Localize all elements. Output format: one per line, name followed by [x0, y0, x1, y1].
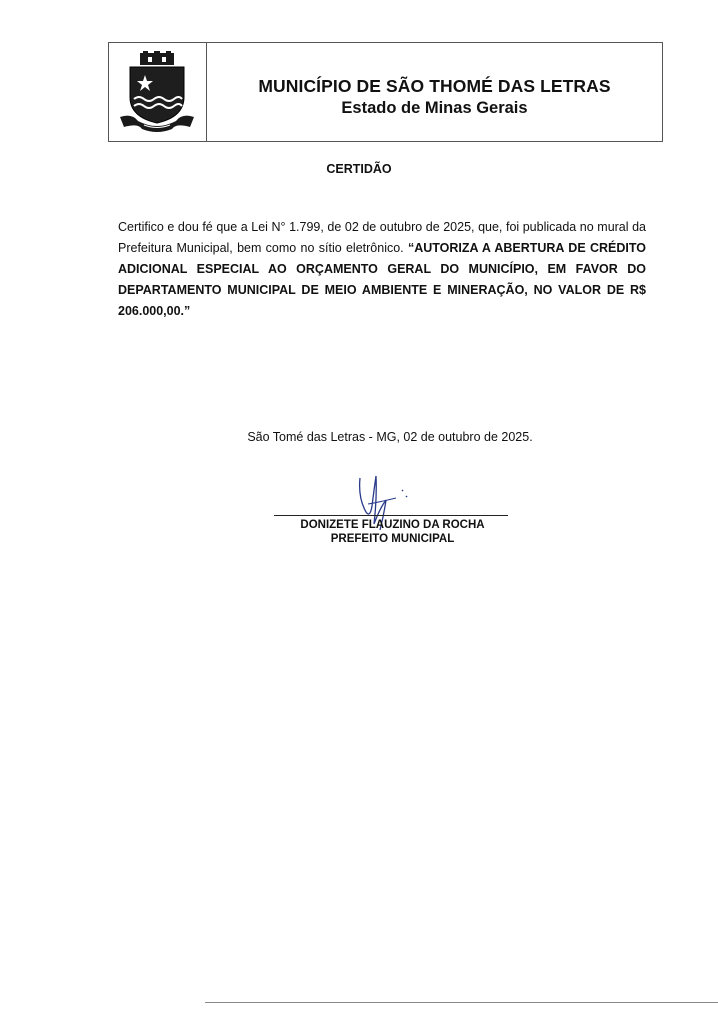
signer-role: PREFEITO MUNICIPAL: [330, 533, 455, 545]
law-subject-text: “AUTORIZA A ABERTURA DE CRÉDITO ADICIONAL ESPECIAL AO ORÇAMENTO GERAL DO MUNICÍPIO, EM FAVOR DO DEPARTAMENTO MUNICIPAL DE MEIO AMBIENTE E MINERAÇÃO, NO VALOR DE R$ 206.000,00.”: [118, 241, 646, 318]
signer-name: DONIZETE FLAUZINO DA ROCHA: [300, 519, 485, 531]
scan-edge-line: [205, 1002, 718, 1003]
document-heading: CERTIDÃO: [326, 162, 392, 176]
certificate-body: [118, 217, 646, 322]
state-subtitle: Estado de Minas Gerais: [341, 99, 528, 117]
municipality-title: MUNICÍPIO DE SÃO THOMÉ DAS LETRAS: [258, 76, 611, 96]
logo-cell: [109, 43, 207, 141]
certificate-body-text: Certifico e dou fé que a Lei N° 1.799, de 02 de outubro de 2025, que, foi publicada no mural da Prefeitura Municipal, bem como no sítio eletrônico.: [118, 220, 646, 255]
document-header: [108, 42, 663, 142]
municipal-coat-of-arms-icon: [114, 51, 200, 135]
signature-line: [274, 515, 508, 516]
place-date: São Tomé das Letras - MG, 02 de outubro de 2025.: [247, 430, 533, 444]
